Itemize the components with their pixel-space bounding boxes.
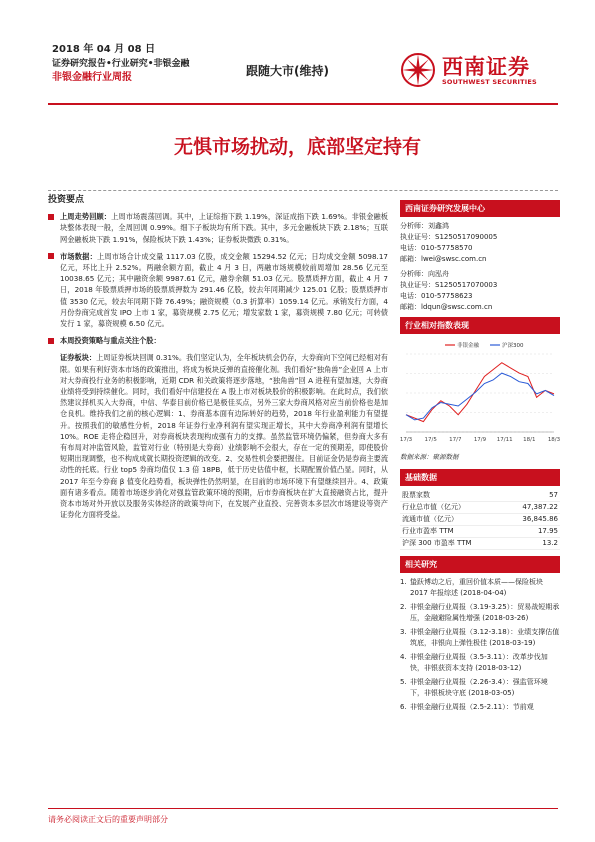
basics-key: 流通市值（亿元）: [402, 515, 458, 523]
related-title: 相关研究: [400, 556, 560, 573]
chart-title: 行业相对指数表现: [400, 317, 560, 334]
related-item[interactable]: [400, 702, 560, 713]
chart-tick-label: 17/7: [449, 437, 462, 443]
main-content: [48, 195, 388, 520]
bullet-text: 上周市场合计成交量 1117.03 亿股，成交金额 15294.52 亿元；日均成交金额 5098.17 亿元，环比上升 2.52%。两融余额方面，截止 4 月 3 日，两融市场规模较前周增加 28.56 亿元至 10038.65 亿元；其中融资余额 9987.61 亿元，融券余额 51.03 亿元。股票质押方面，截止 4 月 7 日，2018 年股票质押市场的股票质押数为 291.46 亿股，较去年同期减少 125.01 亿股；股票质押市值 3530 亿元，较去年同期下降 76.49%；融资规模（0.3 折算率）1059.14 亿元。承销发行方面，4 月份券商完成首发 IPO 上市 1 家，募资规模 2.75 亿元；增发家数 1 家，募资规模 7.80 亿元；可转债发行 1 家，募资规模 6.50 亿元。: [60, 251, 388, 329]
basics-value: 47,387.22: [522, 503, 558, 511]
chart-tick-label: 17/3: [400, 437, 413, 443]
basics-key: 股票家数: [402, 491, 430, 499]
analyst-tel: 电话：010-57758623: [400, 292, 473, 300]
related-text: 非银金融行业周报（2.26-3.4）：强监管环境下，非银板块守底 (2018-03-05): [410, 678, 548, 697]
related-num: 4.: [400, 653, 407, 661]
logo-text-cn: 西南证券: [442, 54, 530, 79]
section-title: 投资要点: [48, 195, 85, 205]
basics-row: [400, 514, 560, 526]
bullet-square-icon: [48, 253, 54, 259]
analyst-1: [400, 221, 560, 265]
analyst-cert: 执业证号：S1250517090005: [400, 233, 498, 241]
related-num: 1.: [400, 578, 407, 586]
basics-table: [400, 490, 560, 550]
report-date: 2018 年 04 月 08 日: [52, 44, 156, 55]
related-text: 非银金融行业周报（2.5-2.11）：节前观: [410, 703, 534, 711]
analyst-cert: 执业证号：S1250517070003: [400, 281, 498, 289]
related-text: 非银金融行业周报（3.5-3.11）：改革步伐加快，非银获资本支持 (2018-03-12): [410, 653, 548, 672]
index-chart: [400, 338, 560, 448]
related-item[interactable]: [400, 602, 560, 624]
related-item[interactable]: [400, 652, 560, 674]
analyst-name: 分析师：向泓舟: [400, 270, 449, 278]
basics-row: [400, 490, 560, 502]
basics-row: [400, 538, 560, 550]
bullet-strategy: [48, 335, 388, 346]
chart-legend-label: 沪深300: [502, 343, 524, 349]
related-list: [400, 577, 560, 713]
rating: 跟随大市(维持): [246, 64, 329, 78]
related-num: 6.: [400, 703, 407, 711]
analyst-mail[interactable]: 邮箱：lwei@swsc.com.cn: [400, 255, 487, 263]
bullet-head: 上周走势回顾：: [60, 212, 112, 222]
chart-source: 数据来源：聚源数据: [400, 453, 459, 461]
related-num: 3.: [400, 628, 407, 636]
team-title: 西南证券研究发展中心: [400, 200, 560, 217]
paragraph-head: 证券板块：: [60, 353, 97, 363]
footer-disclaimer: 请务必阅读正文后的重要声明部分: [48, 815, 168, 824]
logo-mark-icon: [400, 52, 436, 88]
report-title: 无惧市场扰动，底部坚定持有: [173, 136, 421, 158]
bullet-text: 本周投资策略与重点关注个股：: [60, 336, 161, 346]
related-text: 蛰跃博动之后，重回价值本质——保险板块 2017 年报综述 (2018-04-04): [410, 578, 543, 597]
title-divider: [48, 190, 558, 191]
chart-tick-label: 17/9: [473, 437, 487, 443]
basics-value: 17.95: [537, 527, 558, 535]
basics-title: 基础数据: [400, 469, 560, 486]
chart-tick-label: 17/11: [496, 437, 513, 443]
footer-divider: [48, 808, 558, 809]
related-item[interactable]: [400, 677, 560, 699]
related-text: 非银金融行业周报（3.19-3.25）：贸易战短期承压，金融避险属性增强 (2018-03-26): [410, 603, 560, 622]
related-item[interactable]: [400, 627, 560, 649]
basics-value: 57: [549, 491, 558, 499]
analyst-mail[interactable]: 邮箱：ldqun@swsc.com.cn: [400, 303, 493, 311]
analyst-name: 分析师：刘鑫鸿: [400, 222, 449, 230]
report-subcategory: 非银金融行业周报: [52, 72, 132, 83]
related-text: 非银金融行业周报（3.12-3.18）：业绩支撑估值筑底，非银向上弹性极佳 (2018-03-19): [410, 628, 560, 647]
header-divider: [48, 103, 558, 105]
basics-value: 36,845.86: [522, 515, 558, 523]
index-chart-svg: [400, 338, 560, 448]
company-logo: [400, 48, 560, 98]
chart-legend-label: 非银金融: [457, 343, 480, 349]
chart-tick-label: 18/3: [547, 437, 560, 443]
basics-key: 行业总市值（亿元）: [402, 503, 465, 511]
report-category: 证券研究报告•行业研究•非银金融: [52, 59, 190, 69]
basics-row: [400, 526, 560, 538]
basics-key: 沪深 300 市盈率 TTM: [402, 539, 472, 547]
related-item[interactable]: [400, 577, 560, 599]
header-left: [52, 43, 190, 85]
paragraph-text: 上周证券板块回调 0.31%。我们坚定认为，全年板块机会仍存，大券商向下空间已经相对有限。如果有利好资本市场的政策推出，将成为板块反弹的直接催化剂。我们看好“独角兽”企业回 A 上市对大券商投行业务的积极影响，近期 CDR 和关政策将逐步落地，“独角兽”回 A 进程有望加速，大券商业绩将受到持续催化。同时，我们看好中信建投在 A 股上市对板块股价的积极影响。在此时点，我们依然建议择机买入大券商，中信、华泰目前价格已是极佳买点，另外三家大券商风格对应当前价格也是加仓良机。维持我们之前的核心逻辑：1、券商基本面有边际转好的趋势，2018 年行业盈利能力有望提升。按照我们的敏感性分析，2018 年证券行业净利润有望实现正增长，其中大券商净利润有望增长 10%。ROE 走将企稳回升，对券商板块表现构成强有力的支撑。虽然监管环境仍偏紧，但券商大多有有布局对冲监管风险，监管对行业（特别是大券商）业绩影响不会很大，存在一定的预期差，即使股价短期出现调整，也不构成成就长期投资逻辑的改变。2、交易性机会要把握住。目前证金仍是券商主要流动性的托底。行业 top5 券商均值仅 1.3 倍 18PB，低于历史估值中枢，长期配置价值凸显。同时，从 2017 年至今券商 β 值变化趋势看，板块弹性仍然明显，在目前的市场环境下有望继续回升。4、政策面有诸多看点。随着市场逐步消化对强监管政策环境的预期，后市券商板块在扩大直接融资占比，提升资本市场对外开放以及服务实体经济的政策导向下，在发展产业直投、完善资本多层次市场建设等资产证券化方面将受益。: [60, 353, 389, 520]
chart-tick-label: 18/1: [523, 437, 536, 443]
bullet-square-icon: [48, 338, 54, 344]
bullet-square-icon: [48, 214, 54, 220]
analyst-tel: 电话：010-57758570: [400, 244, 473, 252]
bullet-head: 市场数据：: [60, 251, 97, 261]
related-num: 2.: [400, 603, 407, 611]
logo-text-en: SOUTHWEST SECURITIES: [442, 78, 537, 86]
basics-key: 行业市盈率 TTM: [402, 527, 454, 535]
securities-paragraph: [60, 352, 388, 520]
bullet-market-data: [48, 251, 388, 329]
chart-series-line: [406, 373, 554, 420]
related-num: 5.: [400, 678, 407, 686]
bullet-review: [48, 211, 388, 245]
analyst-2: [400, 269, 560, 313]
basics-value: 13.2: [542, 539, 558, 547]
sidebar: [400, 200, 560, 716]
bullet-text: 上周市场震荡回调。其中，上证综指下跌 1.19%，深证成指下跌 1.69%。非银金融板块整体表现一般，全周回调 0.99%。细下子板块均有所下跌。其中，多元金融板块下跌 2.18%；互联网金融板块下跌 1.91%，保险板块下跌 1.43%；证券板块微跌 0.31%。: [60, 212, 388, 244]
basics-row: [400, 502, 560, 514]
chart-tick-label: 17/5: [424, 437, 437, 443]
